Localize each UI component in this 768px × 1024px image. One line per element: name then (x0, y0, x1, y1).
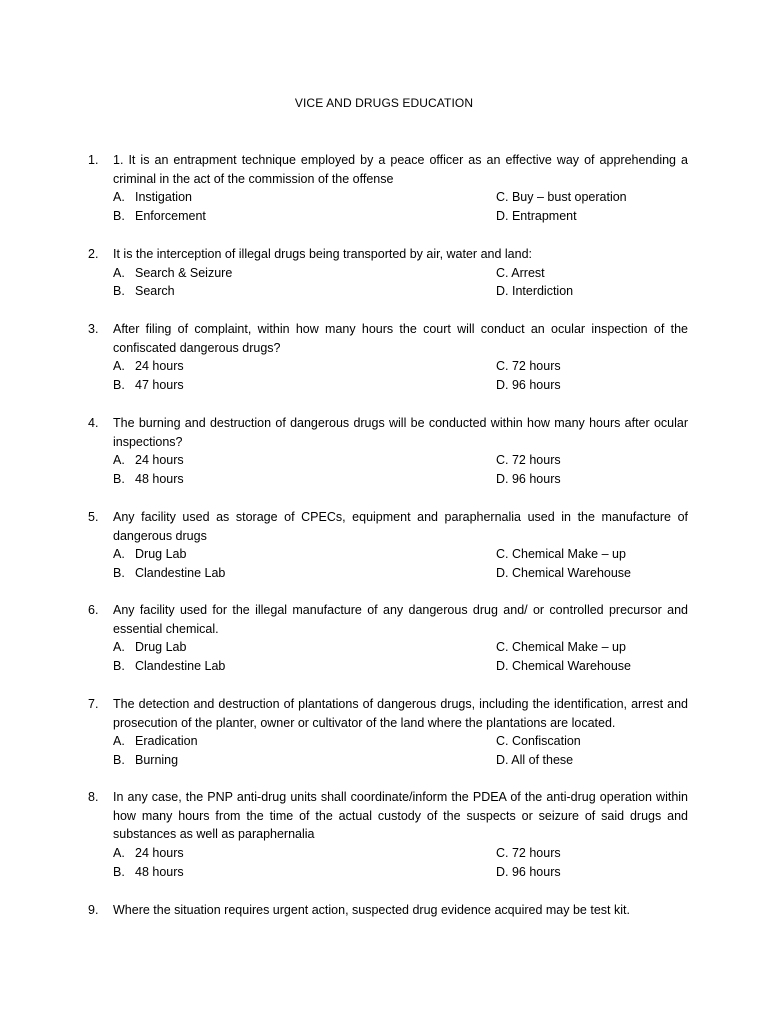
option-b: B. 47 hours (113, 377, 184, 392)
option-b: B. Search (113, 284, 175, 299)
question-item (88, 695, 688, 770)
answer-options (113, 357, 688, 395)
answer-options (113, 545, 688, 583)
option-c: C. 72 hours (496, 359, 561, 374)
option-b: B. 48 hours (113, 864, 184, 879)
question-number: 2. (88, 247, 99, 261)
question-text: In any case, the PNP anti-drug units shall coordinate/inform the PDEA of the anti-drug operation within how many hours from the time of the actual custody of the suspects or seizure of said drugs and substances as well as paraphernalia (113, 790, 688, 842)
option-a: A. Drug Lab (113, 640, 187, 655)
option-d: D. All of these (496, 752, 574, 767)
question-number: 8. (88, 790, 99, 804)
question-number: 9. (88, 903, 99, 917)
option-d: D. Interdiction (496, 284, 574, 299)
question-item (88, 320, 688, 395)
question-text: After filing of complaint, within how many hours the court will conduct an ocular inspection of the confiscated dangerous drugs? (113, 322, 688, 355)
answer-options (113, 638, 688, 676)
option-d: D. 96 hours (496, 471, 561, 486)
option-a: A. Eradication (113, 734, 198, 749)
question-item (88, 151, 688, 226)
option-c: C. 72 hours (496, 845, 561, 860)
question-item (88, 788, 688, 881)
question-item (88, 901, 688, 920)
option-a: A. 24 hours (113, 453, 184, 468)
option-b: B. Clandestine Lab (113, 565, 226, 580)
option-d: D. Chemical Warehouse (496, 658, 632, 673)
question-text: The burning and destruction of dangerous drugs will be conducted within how many hours after ocular inspections? (113, 416, 688, 449)
option-d: D. Chemical Warehouse (496, 565, 632, 580)
answer-options (113, 451, 688, 489)
option-c: C. 72 hours (496, 453, 561, 468)
answer-options (113, 732, 688, 770)
option-c: C. Chemical Make – up (496, 547, 626, 562)
page-title: VICE AND DRUGS EDUCATION (294, 96, 474, 110)
option-a: A. Search & Seizure (113, 265, 233, 280)
question-item (88, 508, 688, 583)
question-text: Any facility used as storage of CPECs, equipment and paraphernalia used in the manufacture of dangerous drugs (113, 510, 688, 543)
option-d: D. 96 hours (496, 377, 561, 392)
question-number: 1. (88, 153, 99, 167)
answer-options (113, 188, 688, 226)
option-a: A. 24 hours (113, 359, 184, 374)
question-item (88, 245, 688, 301)
question-text: Any facility used for the illegal manufacture of any dangerous drug and/ or controlled precursor and essential chemical. (113, 603, 688, 636)
option-d: D. 96 hours (496, 864, 561, 879)
question-text: It is the interception of illegal drugs being transported by air, water and land: (113, 247, 533, 261)
option-c: C. Confiscation (496, 734, 581, 749)
option-c: C. Buy – bust operation (496, 190, 627, 205)
option-d: D. Entrapment (496, 208, 577, 223)
option-c: C. Arrest (496, 265, 545, 280)
option-c: C. Chemical Make – up (496, 640, 626, 655)
question-number: 4. (88, 416, 99, 430)
option-a: A. 24 hours (113, 845, 184, 860)
option-b: B. Enforcement (113, 208, 206, 223)
option-b: B. 48 hours (113, 471, 184, 486)
option-b: B. Clandestine Lab (113, 658, 226, 673)
answer-options (113, 844, 688, 882)
answer-options (113, 264, 688, 302)
option-a: A. Instigation (113, 190, 192, 205)
question-text: Where the situation requires urgent action, suspected drug evidence acquired may be test kit. (113, 903, 630, 917)
question-item (88, 601, 688, 676)
question-text: 1. It is an entrapment technique employed by a peace officer as an effective way of apprehending a criminal in the act of the commission of the offense (113, 153, 688, 186)
question-text: The detection and destruction of plantations of dangerous drugs, including the identification, arrest and prosecution of the planter, owner or cultivator of the land where the plantations are located. (113, 697, 688, 730)
question-item (88, 414, 688, 489)
question-number: 5. (88, 510, 99, 524)
question-number: 3. (88, 322, 99, 336)
option-a: A. Drug Lab (113, 547, 187, 562)
question-number: 6. (88, 603, 99, 617)
option-b: B. Burning (113, 752, 179, 767)
question-number: 7. (88, 697, 99, 711)
